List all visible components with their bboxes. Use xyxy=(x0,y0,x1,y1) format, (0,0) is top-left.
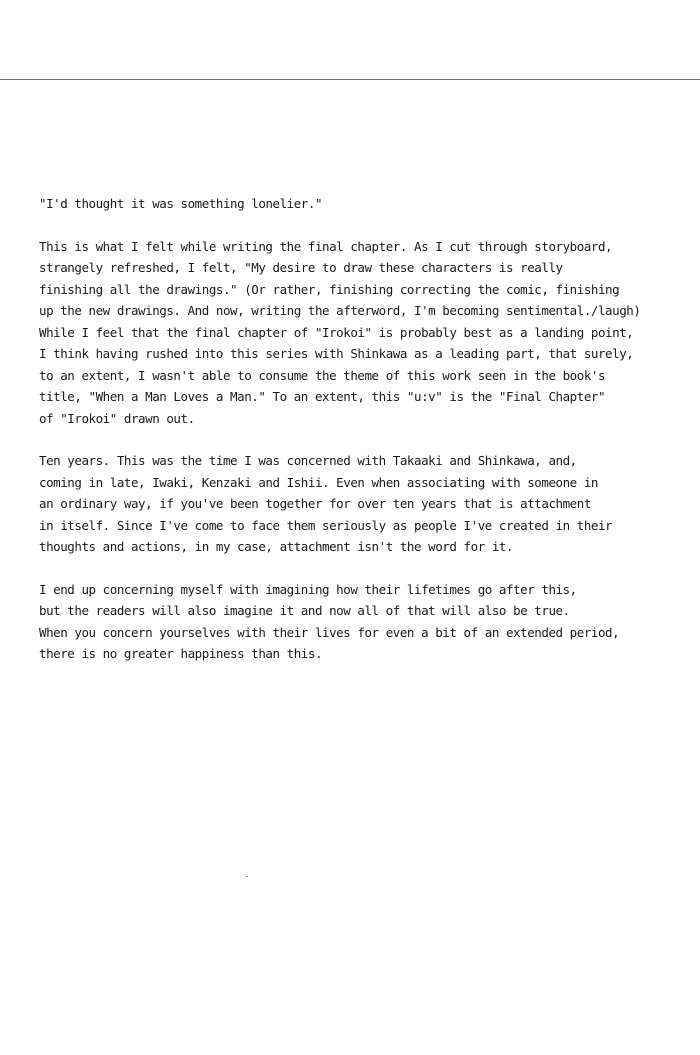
text-line: but the readers will also imagine it and now all of that will also be true. xyxy=(39,603,570,618)
text-line: strangely refreshed, I felt, "My desire to draw these characters is really xyxy=(39,260,563,275)
paragraph-ten-years xyxy=(39,450,700,558)
text-line: to an extent, I wasn't able to consume the theme of this work seen in the book's xyxy=(39,367,606,383)
text-line: title, "When a Man Loves a Man." To an extent, this "u:v" is the "Final Chapter" xyxy=(39,389,606,404)
afterword-text xyxy=(39,193,700,686)
text-line: in itself. Since I've come to face them seriously as people I've created in their xyxy=(39,517,613,533)
text-line: I think having rushed into this series with Shinkawa as a leading part, that surely, xyxy=(39,346,634,361)
text-line: I end up concerning myself with imagining how their lifetimes go after this, xyxy=(39,581,577,597)
text-line: thoughts and actions, in my case, attachment isn't the word for it. xyxy=(39,539,514,554)
scan-speck xyxy=(246,876,248,877)
text-line: Ten years. This was the time I was concerned with Takaaki and Shinkawa, and, xyxy=(39,453,577,468)
text-line: up the new drawings. And now, writing the afterword, I'm becoming sentimental./laugh) xyxy=(39,303,641,318)
paragraph-closing xyxy=(39,579,700,665)
text-line: When you concern yourselves with their lives for even a bit of an extended period, xyxy=(39,624,620,640)
text-line: While I feel that the final chapter of "Irokoi" is probably best as a landing point, xyxy=(39,324,634,340)
text-line: This is what I felt while writing the final chapter. As I cut through storyboard, xyxy=(39,238,613,254)
text-line: of "Irokoi" drawn out. xyxy=(39,410,195,426)
text-line: an ordinary way, if you've been together for over ten years that is attachment xyxy=(39,496,591,511)
top-divider-line xyxy=(0,79,700,80)
text-line: coming in late, Iwaki, Kenzaki and Ishii. Even when associating with someone in xyxy=(39,474,598,490)
paragraph-final-chapter xyxy=(39,236,700,430)
text-line: "I'd thought it was something lonelier." xyxy=(39,196,323,211)
text-line: finishing all the drawings." (Or rather, finishing correcting the comic, finishing xyxy=(39,281,620,297)
paragraph-opening-quote xyxy=(39,193,700,215)
text-line: there is no greater happiness than this. xyxy=(39,646,323,661)
